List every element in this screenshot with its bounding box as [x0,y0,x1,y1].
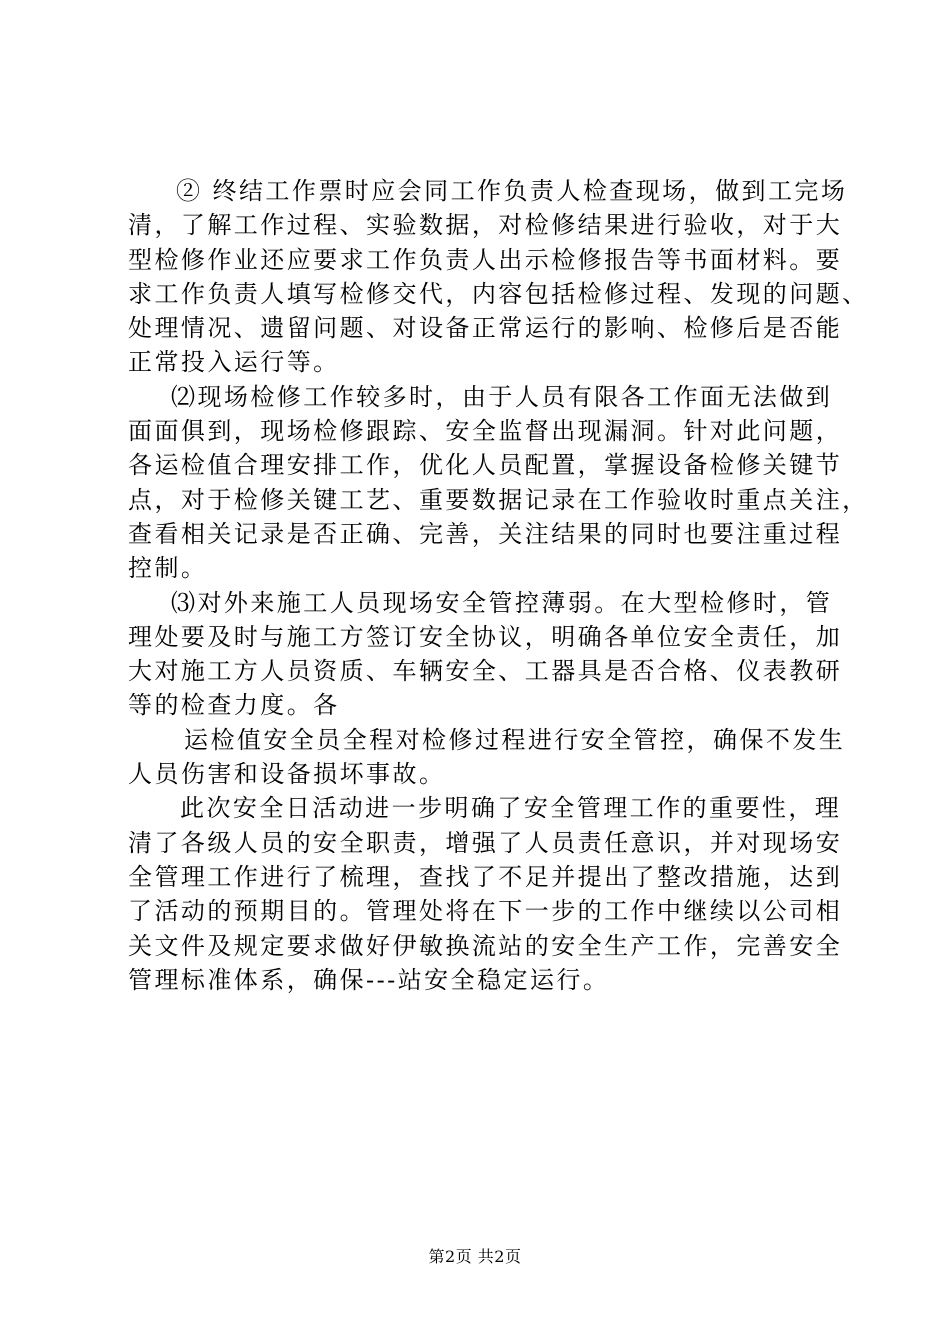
text-line: 点，对于检修关键工艺、重要数据记录在工作验收时重点关注， [128,485,869,514]
text-line: 型检修作业还应要求工作负责人出示检修报告等书面材料。要 [128,245,843,274]
text-line: 管理标准体系，确保---站安全稳定运行。 [128,965,610,994]
text-line: 人员伤害和设备损坏事故。 [128,760,446,789]
text-line: 求工作负责人填写检修交代，内容包括检修过程、发现的问题、 [128,279,869,308]
text-line: ⑵现场检修工作较多时，由于人员有限各工作面无法做到 [171,382,833,411]
paragraph-5 [128,791,843,997]
text-line: 各运检值合理安排工作，优化人员配置，掌握设备检修关键节 [128,451,843,480]
page-number-footer: 第2页 共2页 [428,1247,522,1266]
text-line: 关文件及规定要求做好伊敏换流站的安全生产工作，完善安全 [128,931,843,960]
text-line: 等的检查力度。各 [128,691,340,720]
text-line: 查看相关记录是否正确、完善，关注结果的同时也要注重过程 [128,519,843,548]
text-line: 面面俱到，现场检修跟踪、安全监督出现漏洞。针对此问题， [128,417,843,446]
text-line: 大对施工方人员资质、车辆安全、工器具是否合格、仪表教研 [128,657,843,686]
text-line: 正常投入运行等。 [128,348,340,377]
text-line: 清，了解工作过程、实验数据，对检修结果进行验收，对于大 [128,211,843,240]
text-line: 清了各级人员的安全职责，增强了人员责任意识，并对现场安 [128,828,843,857]
text-line: 全管理工作进行了梳理，查找了不足并提出了整改措施，达到 [128,862,843,891]
document-body [128,174,869,997]
text-line: 处理情况、遗留问题、对设备正常运行的影响、检修后是否能 [128,314,843,343]
text-line: 控制。 [128,554,208,583]
paragraph-1 [128,174,869,380]
text-line: ⑶对外来施工人员现场安全管控薄弱。在大型检修时，管 [171,588,833,617]
text-line: 理处要及时与施工方签订安全协议，明确各单位安全责任，加 [128,622,843,651]
text-line: 运检值安全员全程对检修过程进行安全管控，确保不发生 [184,725,846,754]
paragraph-4 [128,723,846,792]
paragraph-2 [128,380,869,586]
paragraph-3 [128,586,843,723]
text-line: ② 终结工作票时应会同工作负责人检查现场，做到工完场 [176,177,848,205]
text-line: 此次安全日活动进一步明确了安全管理工作的重要性，理 [180,794,842,823]
text-line: 了活动的预期目的。管理处将在下一步的工作中继续以公司相 [128,897,843,926]
